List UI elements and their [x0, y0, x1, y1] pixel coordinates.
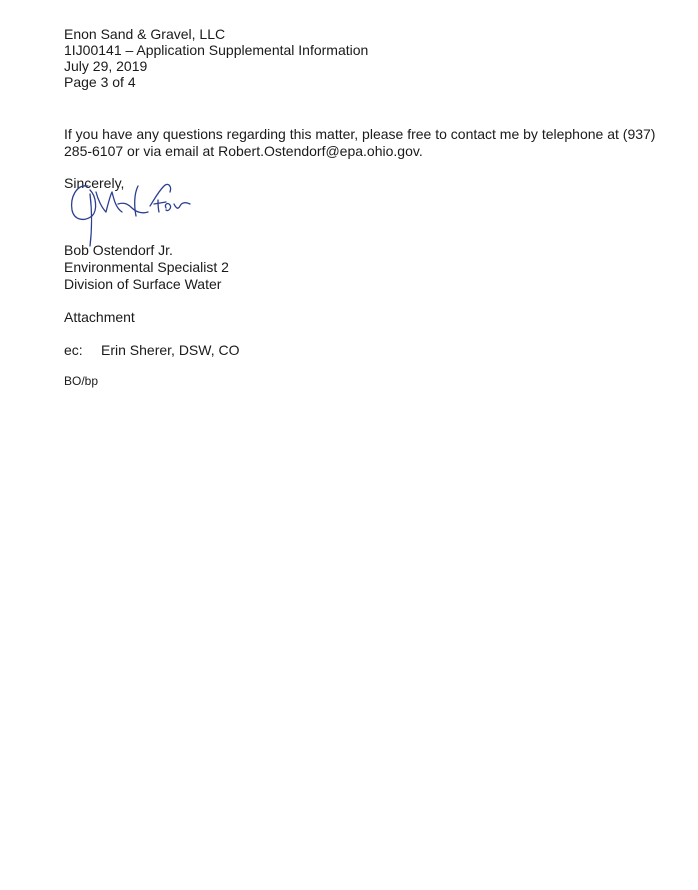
typist-initials: BO/bp	[64, 374, 99, 388]
signer-title: Environmental Specialist 2	[64, 259, 229, 275]
reference-line: 1IJ00141 – Application Supplemental Information	[64, 42, 369, 58]
letter-date: July 29, 2019	[64, 58, 148, 74]
company-name: Enon Sand & Gravel, LLC	[64, 26, 226, 42]
contact-paragraph: If you have any questions regarding this matter, please free to contact me by telephone at (937) 285-6107 or via email at Robert.Ostendorf@epa.ohio.gov.	[64, 126, 656, 159]
closing-salutation: Sincerely,	[64, 175, 125, 191]
signer-name: Bob Ostendorf Jr.	[64, 242, 173, 258]
cc-label: ec:	[64, 342, 83, 358]
letter-header	[64, 26, 368, 90]
cc-recipient: Erin Sherer, DSW, CO	[101, 342, 240, 358]
signer-division: Division of Surface Water	[64, 276, 222, 292]
cc-line	[64, 342, 239, 358]
enclosure-note: Attachment	[64, 309, 135, 325]
handwritten-signature	[62, 170, 232, 250]
signer-block	[64, 242, 229, 293]
page-number: Page 3 of 4	[64, 74, 136, 90]
